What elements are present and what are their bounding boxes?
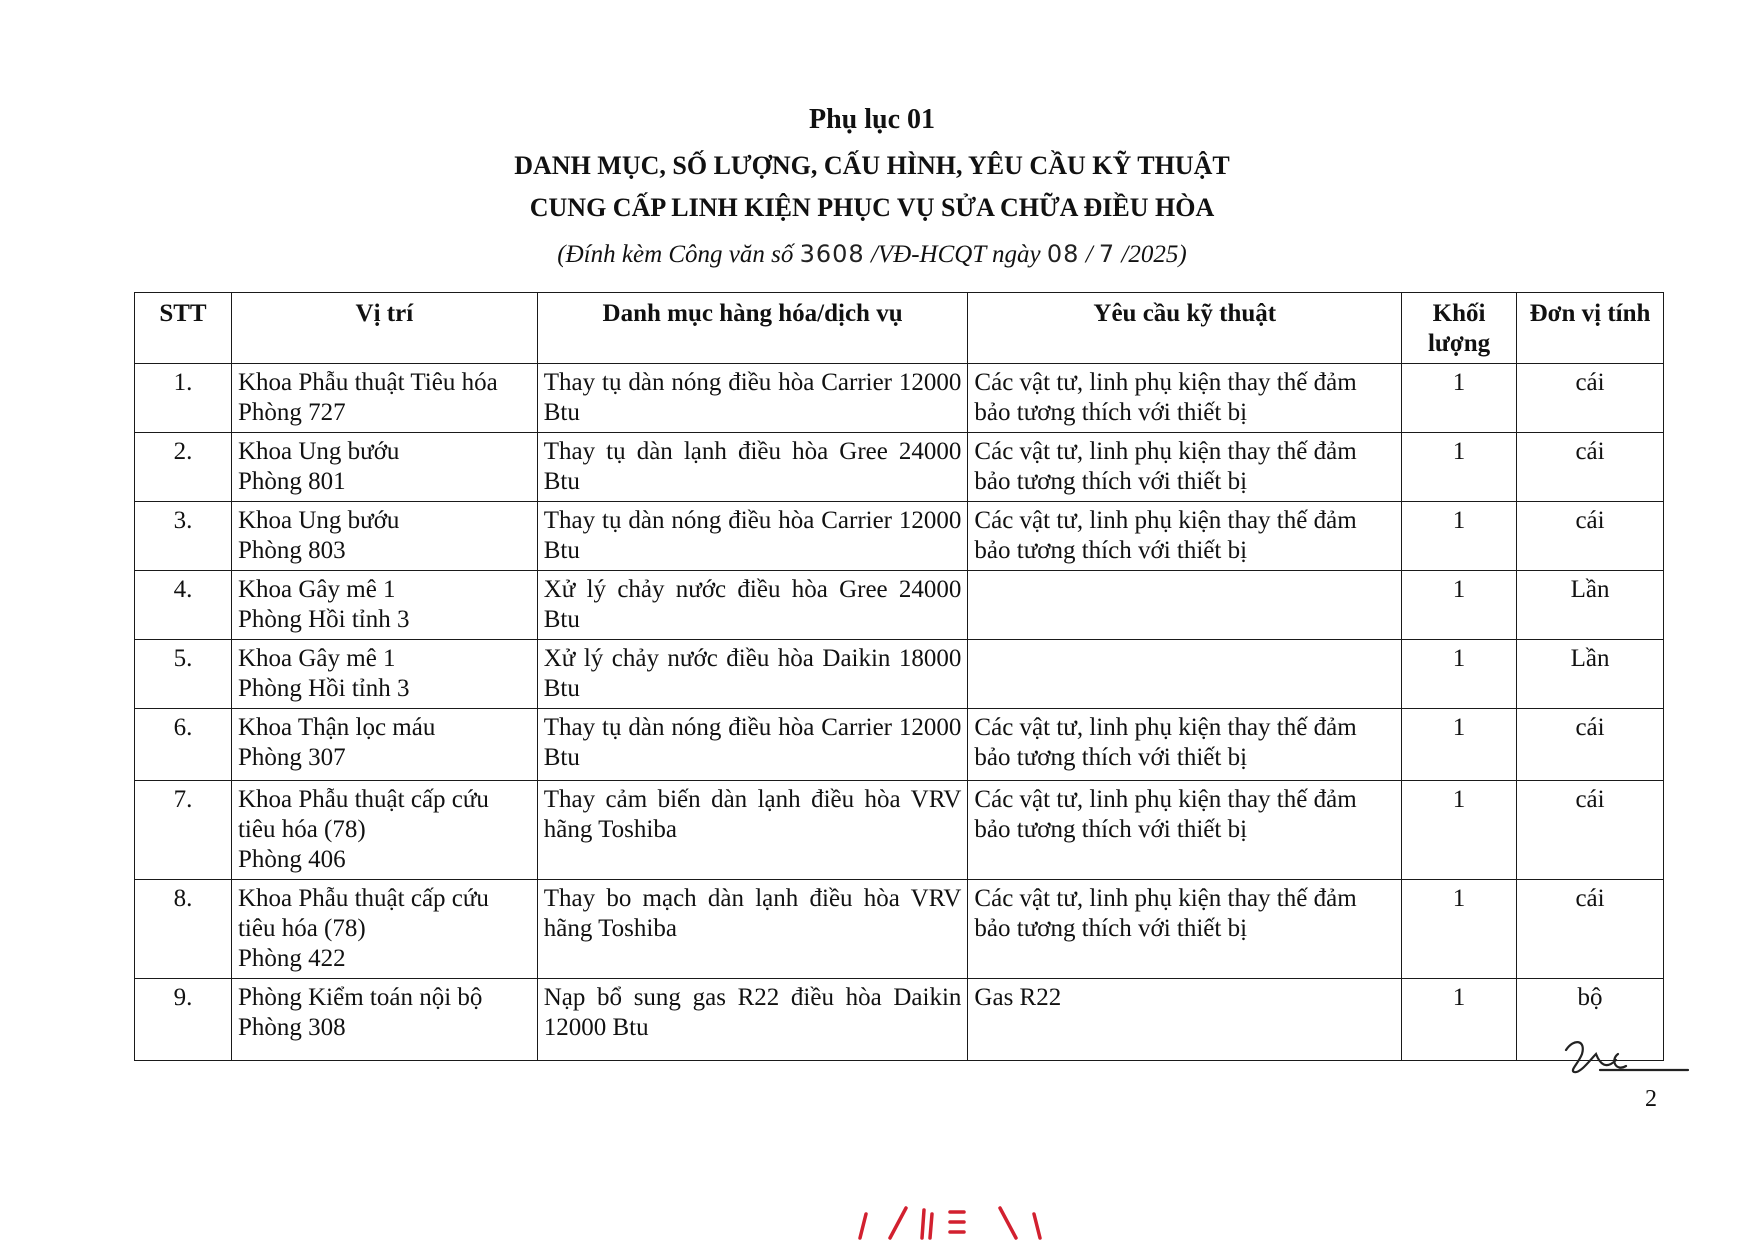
cell-item: Xử lý chảy nước điều hòa Gree 24000 Btu: [537, 571, 968, 640]
cell-requirement: Các vật tư, linh phụ kiện thay thế đảm bảo tương thích với thiết bị: [968, 709, 1402, 781]
cell-item: Nạp bổ sung gas R22 điều hòa Daikin 12000 Btu: [537, 979, 968, 1061]
location-line: Khoa Ung bướu: [237, 438, 400, 465]
cell-item: Thay cảm biến dàn lạnh điều hòa VRV hãng Toshiba: [537, 781, 968, 880]
red-seal-stamp-icon: [850, 1200, 1070, 1241]
header-stt: STT: [135, 293, 232, 364]
cell-unit: cái: [1517, 709, 1664, 781]
cell-quantity: 1: [1402, 880, 1517, 979]
table-row: [135, 781, 1664, 880]
cell-unit: cái: [1517, 781, 1664, 880]
cell-requirement: Gas R22: [968, 979, 1402, 1061]
attachment-suffix: /2025): [1115, 241, 1187, 268]
location-line: Phòng Hồi tỉnh 3: [237, 675, 410, 702]
date-separator: /: [1079, 241, 1099, 268]
cell-stt: 6.: [135, 709, 232, 781]
page-number: 2: [1645, 1086, 1657, 1112]
location-line: Phòng Kiểm toán nội bộ: [237, 984, 483, 1011]
header-location: Vị trí: [231, 293, 537, 364]
location-line: Phòng 307: [237, 744, 346, 771]
table-row: [135, 979, 1664, 1061]
header-unit: Đơn vị tính: [1517, 293, 1664, 364]
handwritten-document-number: 3608: [799, 240, 865, 268]
cell-quantity: 1: [1402, 781, 1517, 880]
cell-item: Xử lý chảy nước điều hòa Daikin 18000 Btu: [537, 640, 968, 709]
cell-stt: 9.: [135, 979, 232, 1061]
location-line: Khoa Phẫu thuật Tiêu hóa: [237, 369, 498, 396]
cell-item: Thay tụ dàn lạnh điều hòa Gree 24000 Btu: [537, 433, 968, 502]
table-row: [135, 880, 1664, 979]
cell-stt: 8.: [135, 880, 232, 979]
location-line: tiêu hóa (78): [237, 816, 366, 843]
location-line: Khoa Thận lọc máu: [237, 714, 436, 741]
cell-unit: cái: [1517, 433, 1664, 502]
cell-quantity: 1: [1402, 502, 1517, 571]
location-line: Khoa Phẫu thuật cấp cứu: [237, 885, 489, 912]
cell-location: [231, 502, 537, 571]
cell-quantity: 1: [1402, 979, 1517, 1061]
header-requirement: Yêu cầu kỹ thuật: [968, 293, 1402, 364]
location-line: Khoa Gây mê 1: [237, 576, 396, 603]
cell-item: Thay tụ dàn nóng điều hòa Carrier 12000 Btu: [537, 709, 968, 781]
location-line: Phòng Hồi tỉnh 3: [237, 606, 410, 633]
header-item: Danh mục hàng hóa/dịch vụ: [537, 293, 968, 364]
location-line: Phòng 422: [237, 945, 346, 972]
table-row: [135, 502, 1664, 571]
parts-table: [134, 292, 1664, 1061]
cell-requirement: Các vật tư, linh phụ kiện thay thế đảm bảo tương thích với thiết bị: [968, 502, 1402, 571]
cell-requirement: [968, 571, 1402, 640]
table-header-row: [135, 293, 1664, 364]
cell-requirement: [968, 640, 1402, 709]
location-line: Phòng 308: [237, 1014, 346, 1041]
location-line: Phòng 803: [237, 537, 346, 564]
cell-stt: 5.: [135, 640, 232, 709]
document-heading-line1: DANH MỤC, SỐ LƯỢNG, CẤU HÌNH, YÊU CẦU KỸ THUẬT: [514, 151, 1230, 180]
location-line: Khoa Gây mê 1: [237, 645, 396, 672]
handwritten-day: 08: [1046, 240, 1080, 268]
cell-requirement: Các vật tư, linh phụ kiện thay thế đảm bảo tương thích với thiết bị: [968, 433, 1402, 502]
table-row: [135, 640, 1664, 709]
cell-location: [231, 979, 537, 1061]
cell-unit: cái: [1517, 364, 1664, 433]
cell-item: Thay tụ dàn nóng điều hòa Carrier 12000 Btu: [537, 364, 968, 433]
location-line: Khoa Phẫu thuật cấp cứu: [237, 786, 489, 813]
cell-requirement: Các vật tư, linh phụ kiện thay thế đảm bảo tương thích với thiết bị: [968, 880, 1402, 979]
cell-location: [231, 433, 537, 502]
cell-unit: cái: [1517, 880, 1664, 979]
table-row: [135, 709, 1664, 781]
location-line: Khoa Ung bướu: [237, 507, 400, 534]
header-quantity-line1: Khối: [1432, 300, 1486, 327]
cell-location: [231, 571, 537, 640]
appendix-title: Phụ lục 01: [808, 104, 936, 135]
cell-requirement: Các vật tư, linh phụ kiện thay thế đảm bảo tương thích với thiết bị: [968, 364, 1402, 433]
cell-stt: 2.: [135, 433, 232, 502]
header-quantity-line2: lượng: [1427, 330, 1491, 357]
cell-unit: Lần: [1517, 640, 1664, 709]
attachment-prefix: (Đính kèm Công văn số: [557, 241, 800, 268]
cell-item: Thay tụ dàn nóng điều hòa Carrier 12000 Btu: [537, 502, 968, 571]
cell-quantity: 1: [1402, 364, 1517, 433]
header-quantity: [1402, 293, 1517, 364]
location-line: Phòng 727: [237, 399, 346, 426]
location-line: Phòng 406: [237, 846, 346, 873]
cell-unit: cái: [1517, 502, 1664, 571]
cell-location: [231, 781, 537, 880]
cell-quantity: 1: [1402, 433, 1517, 502]
attachment-middle: /VĐ-HCQT ngày: [864, 241, 1047, 268]
attachment-note: [0, 240, 1744, 269]
cell-location: [231, 640, 537, 709]
handwritten-month: 7: [1098, 240, 1116, 268]
cell-location: [231, 364, 537, 433]
location-line: tiêu hóa (78): [237, 915, 366, 942]
initials-signature-icon: [1560, 1030, 1690, 1090]
cell-stt: 7.: [135, 781, 232, 880]
cell-location: [231, 709, 537, 781]
document-heading-line2: CUNG CẤP LINH KIỆN PHỤC VỤ SỬA CHỮA ĐIỀU HÒA: [529, 193, 1215, 222]
table-row: [135, 433, 1664, 502]
cell-unit: Lần: [1517, 571, 1664, 640]
cell-stt: 1.: [135, 364, 232, 433]
cell-location: [231, 880, 537, 979]
table-row: [135, 571, 1664, 640]
cell-quantity: 1: [1402, 709, 1517, 781]
cell-quantity: 1: [1402, 640, 1517, 709]
cell-quantity: 1: [1402, 571, 1517, 640]
location-line: Phòng 801: [237, 468, 346, 495]
cell-requirement: Các vật tư, linh phụ kiện thay thế đảm bảo tương thích với thiết bị: [968, 781, 1402, 880]
cell-unit: bộ: [1517, 979, 1664, 1061]
table-row: [135, 364, 1664, 433]
cell-stt: 4.: [135, 571, 232, 640]
cell-stt: 3.: [135, 502, 232, 571]
cell-item: Thay bo mạch dàn lạnh điều hòa VRV hãng Toshiba: [537, 880, 968, 979]
